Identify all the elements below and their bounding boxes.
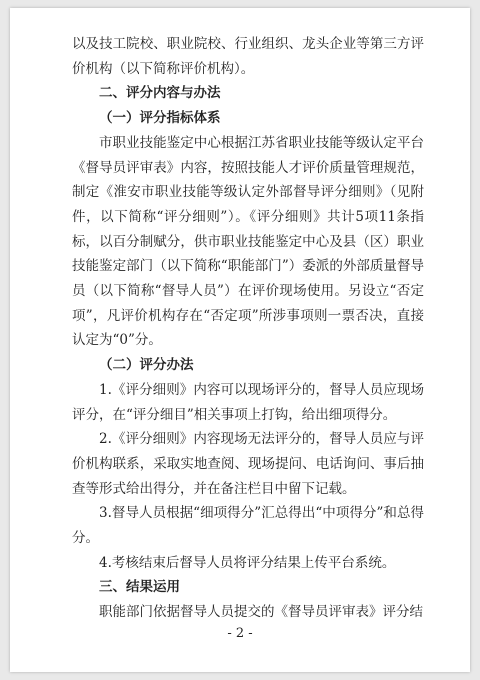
page-number: - 2 -: [227, 626, 253, 641]
paragraph-method-item-2: 2.《评分细则》内容现场无法评分的，督导人员应与评价机构联系，采取实地查阅、现场提问、电话询问、事后抽查等形式给出得分，并在备注栏目中留下记载。: [72, 431, 424, 497]
paragraph-method-item-1: 1.《评分细则》内容可以现场评分的，督导人员应现场评分，在“评分细目”相关事项上打钩，给出细项得分。: [72, 381, 424, 423]
paragraph-method-item-3: 3.督导人员根据“细项得分”汇总得出“中项得分”和总得分。: [72, 505, 424, 547]
document-body: [72, 32, 424, 625]
paragraph-result-application: 职能部门依据督导人员提交的《督导员评审表》评分结: [99, 604, 423, 621]
paragraph-indicator-system: 市职业技能鉴定中心根据江苏省职业技能等级认定平台《督导员评审表》内容，按照技能人才评价质量管理规范，制定《淮安市职业技能等级认定外部督导评分细则》（见附件，以下简称“评分细则”）。《评分细则》共计5项11条指标，以百分制赋分，供市职业技能鉴定中心及县（区）职业技能鉴定部门（以下简称“职能部门”）委派的外部质量督导员（以下简称“督导人员”）在评价现场使用。另设立“否定项”，凡评价机构存在“否定项”所涉事项则一票否决，直接认定为“0”分。: [72, 134, 424, 349]
section-heading-scoring-content: 二、评分内容与办法: [99, 85, 221, 102]
document-page: [10, 8, 470, 672]
paragraph-continuation: 以及技工院校、职业院校、行业组织、龙头企业等第三方评价机构（以下简称评价机构）。: [72, 36, 424, 77]
section-heading-result-application: 三、结果运用: [99, 579, 180, 596]
paragraph-method-item-4: 4.考核结束后督导人员将评分结果上传平台系统。: [99, 554, 396, 571]
subsection-heading-scoring-method: （二）评分办法: [99, 357, 194, 374]
subsection-heading-indicator-system: （一）评分指标体系: [99, 110, 221, 127]
